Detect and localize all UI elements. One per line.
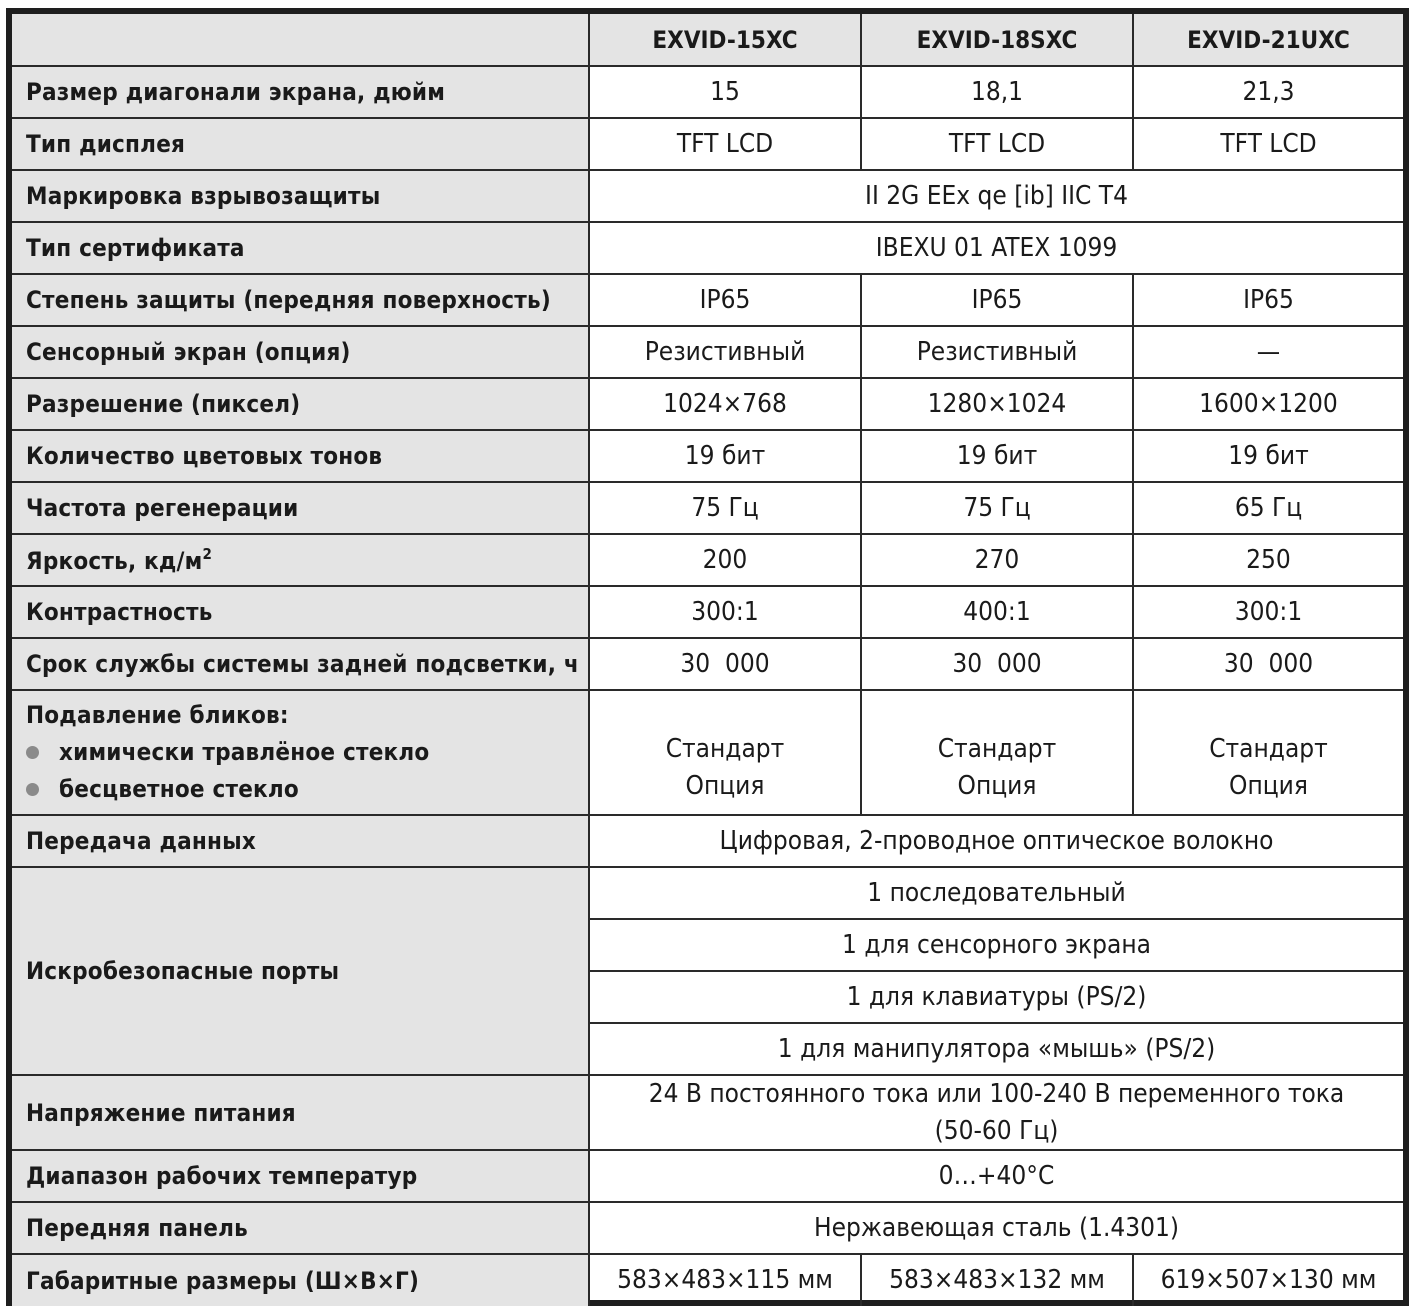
cell-line: Опция bbox=[685, 770, 765, 801]
cell-value: 1024×768 bbox=[589, 378, 861, 430]
cell-value bbox=[589, 690, 861, 815]
spec-table bbox=[12, 14, 1403, 1306]
table-row bbox=[12, 1202, 1403, 1254]
row-label: Тип сертификата bbox=[12, 222, 589, 274]
cell-line: Опция bbox=[957, 770, 1037, 801]
cell-value: 65 Гц bbox=[1133, 482, 1403, 534]
row-label-text: Яркость, кд/м bbox=[26, 547, 203, 575]
row-label: Габаритные размеры (Ш×В×Г) bbox=[12, 1254, 589, 1306]
cell-value: TFT LCD bbox=[589, 118, 861, 170]
list-item-text: бесцветное стекло bbox=[59, 775, 299, 804]
model-header-1: EXVID-15XC bbox=[589, 14, 861, 66]
table-row bbox=[12, 638, 1403, 690]
cell-value: 19 бит bbox=[861, 430, 1133, 482]
row-label: Разрешение (пиксел) bbox=[12, 378, 589, 430]
table-row bbox=[12, 378, 1403, 430]
row-label: Количество цветовых тонов bbox=[12, 430, 589, 482]
cell-value: 583×483×115 мм bbox=[589, 1254, 861, 1306]
cell-value: IP65 bbox=[1133, 274, 1403, 326]
bullet-icon bbox=[26, 746, 39, 759]
cell-value: 200 bbox=[589, 534, 861, 586]
table-row bbox=[12, 1254, 1403, 1306]
cell-value: 30 000 bbox=[589, 638, 861, 690]
cell-value: 619×507×130 мм bbox=[1133, 1254, 1403, 1306]
cell-value: 15 bbox=[589, 66, 861, 118]
cell-line: Стандарт bbox=[937, 734, 1057, 765]
cell-value: 21,3 bbox=[1133, 66, 1403, 118]
cell-value: 300:1 bbox=[1133, 586, 1403, 638]
row-label bbox=[12, 690, 589, 815]
cell-value-merged bbox=[589, 1075, 1403, 1150]
table-row bbox=[12, 430, 1403, 482]
row-label-text: Подавление бликов: bbox=[26, 700, 289, 729]
row-label: Степень защиты (передняя поверхность) bbox=[12, 274, 589, 326]
row-label: Передняя панель bbox=[12, 1202, 589, 1254]
cell-value-merged: 1 последовательный bbox=[589, 867, 1403, 919]
cell-line: (50-60 Гц) bbox=[934, 1115, 1059, 1146]
row-label: Искробезопасные порты bbox=[12, 867, 589, 1075]
model-header-3: EXVID-21UXC bbox=[1133, 14, 1403, 66]
row-label bbox=[12, 534, 589, 586]
row-label: Частота регенерации bbox=[12, 482, 589, 534]
cell-value: 18,1 bbox=[861, 66, 1133, 118]
cell-line: Опция bbox=[1229, 770, 1308, 801]
cell-value-merged: II 2G EEx qe [ib] IIC T4 bbox=[589, 170, 1403, 222]
model-header-2: EXVID-18SXC bbox=[861, 14, 1133, 66]
row-label: Диапазон рабочих температур bbox=[12, 1150, 589, 1202]
cell-value: 75 Гц bbox=[589, 482, 861, 534]
cell-value: — bbox=[1133, 326, 1403, 378]
table-row bbox=[12, 586, 1403, 638]
row-label: Тип дисплея bbox=[12, 118, 589, 170]
list-item bbox=[26, 734, 580, 771]
table-row bbox=[12, 1075, 1403, 1150]
table-row bbox=[12, 534, 1403, 586]
table-row bbox=[12, 66, 1403, 118]
cell-value bbox=[861, 690, 1133, 815]
row-label: Срок службы системы задней подсветки, ч bbox=[12, 638, 589, 690]
cell-value: 270 bbox=[861, 534, 1133, 586]
cell-line: Стандарт bbox=[1209, 734, 1328, 765]
superscript: 2 bbox=[202, 545, 213, 563]
cell-value: 19 бит bbox=[1133, 430, 1403, 482]
cell-value-merged: Нержавеющая сталь (1.4301) bbox=[589, 1202, 1403, 1254]
bullet-icon bbox=[26, 783, 39, 796]
list-item bbox=[26, 771, 580, 808]
cell-value: TFT LCD bbox=[1133, 118, 1403, 170]
list-item-text: химически травлёное стекло bbox=[59, 737, 430, 766]
cell-value: 1600×1200 bbox=[1133, 378, 1403, 430]
table-row bbox=[12, 274, 1403, 326]
row-label: Напряжение питания bbox=[12, 1075, 589, 1150]
row-label: Сенсорный экран (опция) bbox=[12, 326, 589, 378]
cell-value: 30 000 bbox=[1133, 638, 1403, 690]
row-label: Маркировка взрывозащиты bbox=[12, 170, 589, 222]
cell-value: 583×483×132 мм bbox=[861, 1254, 1133, 1306]
row-label: Размер диагонали экрана, дюйм bbox=[12, 66, 589, 118]
cell-value-merged: IBEXU 01 ATEX 1099 bbox=[589, 222, 1403, 274]
table-row bbox=[12, 482, 1403, 534]
cell-value-merged: 1 для манипулятора «мышь» (PS/2) bbox=[589, 1023, 1403, 1075]
cell-value-merged: Цифровая, 2-проводное оптическое волокно bbox=[589, 815, 1403, 867]
cell-value: 75 Гц bbox=[861, 482, 1133, 534]
cell-value-merged: 0…+40°C bbox=[589, 1150, 1403, 1202]
spec-table-frame bbox=[6, 8, 1409, 1306]
cell-line: Стандарт bbox=[665, 734, 785, 765]
cell-value: 300:1 bbox=[589, 586, 861, 638]
cell-value: 250 bbox=[1133, 534, 1403, 586]
cell-value: Резистивный bbox=[861, 326, 1133, 378]
table-row bbox=[12, 867, 1403, 919]
table-row bbox=[12, 815, 1403, 867]
cell-value-merged: 1 для сенсорного экрана bbox=[589, 919, 1403, 971]
table-row bbox=[12, 170, 1403, 222]
table-row bbox=[12, 1150, 1403, 1202]
header-row bbox=[12, 14, 1403, 66]
cell-value: Резистивный bbox=[589, 326, 861, 378]
cell-value: TFT LCD bbox=[861, 118, 1133, 170]
cell-value: IP65 bbox=[861, 274, 1133, 326]
table-row bbox=[12, 690, 1403, 815]
table-row bbox=[12, 222, 1403, 274]
row-label: Передача данных bbox=[12, 815, 589, 867]
cell-value-merged: 1 для клавиатуры (PS/2) bbox=[589, 971, 1403, 1023]
cell-value: IP65 bbox=[589, 274, 861, 326]
row-label: Контрастность bbox=[12, 586, 589, 638]
cell-value: 19 бит bbox=[589, 430, 861, 482]
table-row bbox=[12, 118, 1403, 170]
cell-value bbox=[1133, 690, 1403, 815]
cell-value: 400:1 bbox=[861, 586, 1133, 638]
header-corner bbox=[12, 14, 589, 66]
cell-value: 30 000 bbox=[861, 638, 1133, 690]
cell-value: 1280×1024 bbox=[861, 378, 1133, 430]
table-row bbox=[12, 326, 1403, 378]
cell-line: 24 В постоянного тока или 100-240 В переменного тока bbox=[648, 1079, 1345, 1110]
